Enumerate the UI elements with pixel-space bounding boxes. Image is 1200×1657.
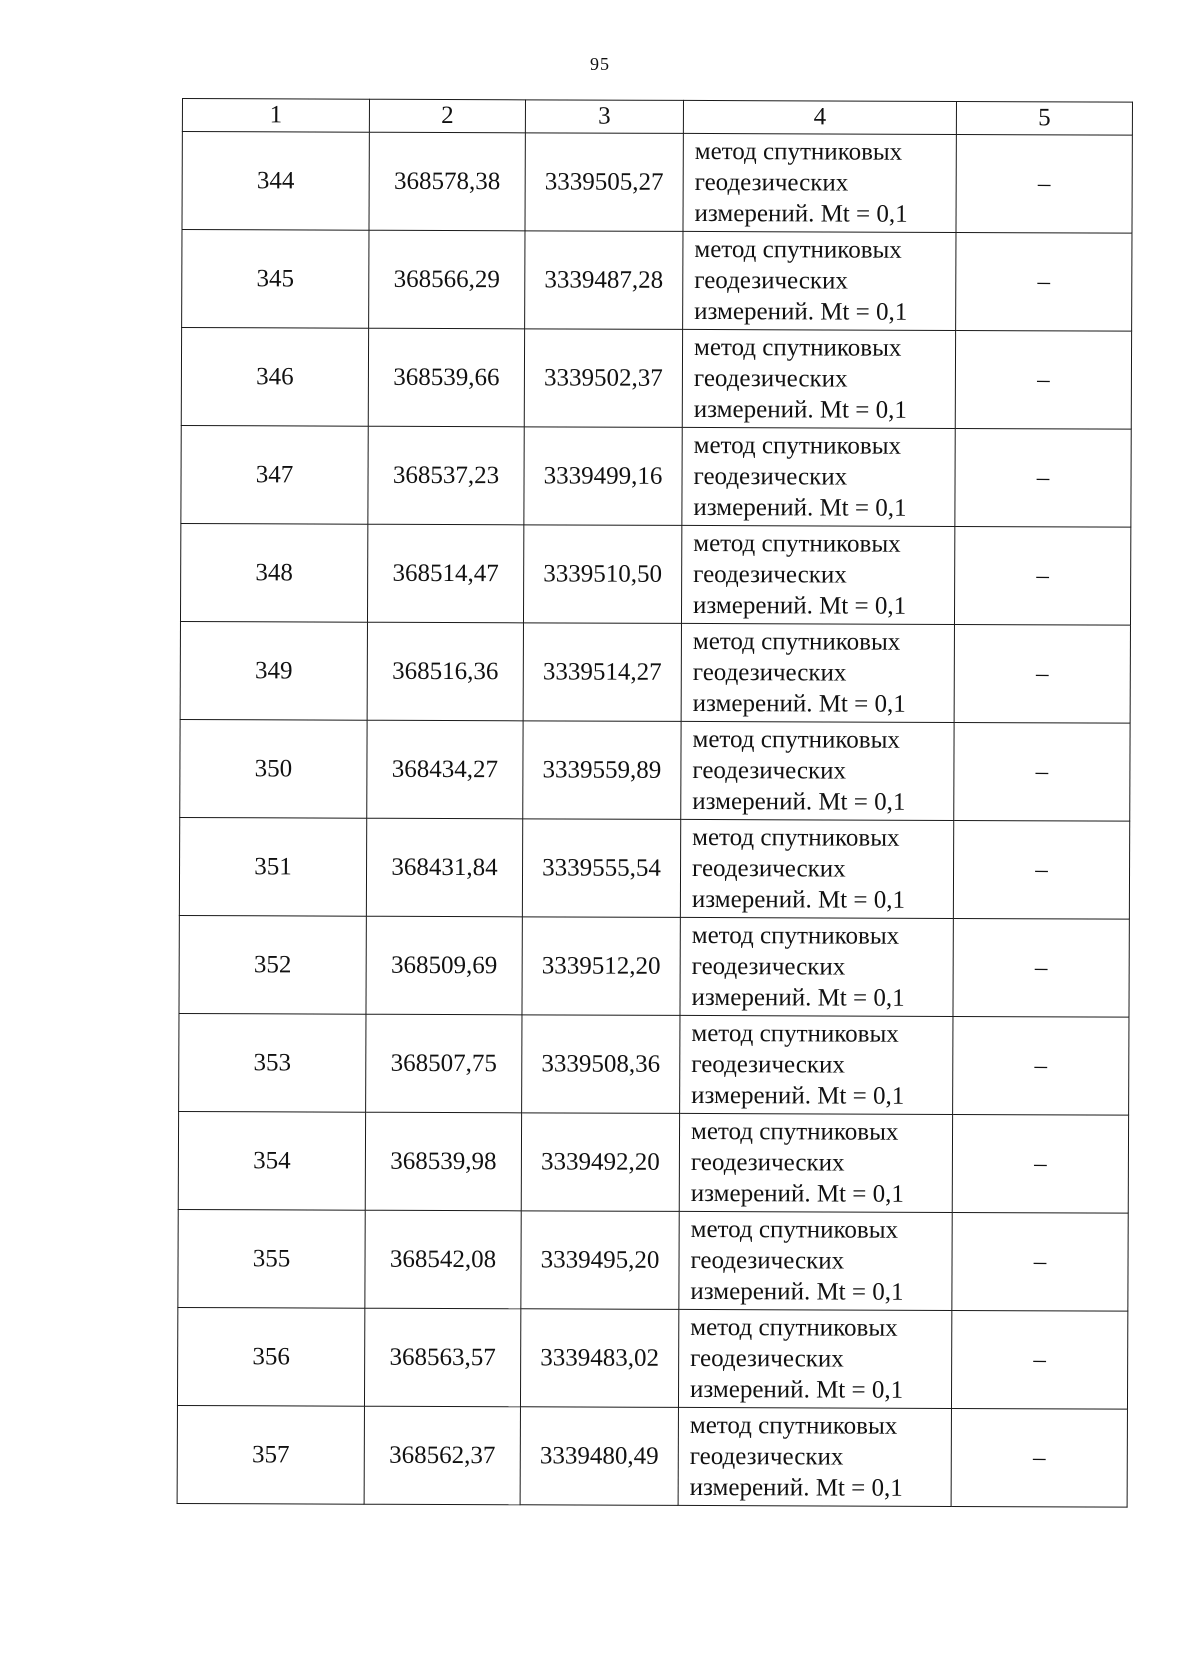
y-coordinate-cell: 3339495,20 [521,1211,679,1310]
method-text-line: метод спутниковых [692,725,900,754]
page-number: 95 [590,54,610,74]
note-cell: – [954,526,1130,625]
x-coordinate-cell: 368431,84 [366,818,522,917]
method-cell [678,1407,951,1506]
note-cell: – [952,1212,1128,1311]
method-text-line: метод спутниковых [689,1411,898,1440]
method-text-line: геодезических [690,1246,845,1275]
table-row [180,621,1130,723]
method-text-line: измерений. Mt = 0,1 [689,1375,904,1404]
point-number-cell: 357 [177,1405,364,1504]
point-number-cell: 349 [180,621,367,720]
x-coordinate-cell: 368539,98 [365,1112,521,1211]
method-text-line: метод спутниковых [690,1313,898,1342]
header-cell-3: 3 [525,100,683,134]
table-row [179,915,1129,1017]
method-text-line: измерений. Mt = 0,1 [691,1081,905,1110]
y-coordinate-cell: 3339487,28 [525,231,683,330]
method-text-line: метод спутниковых [693,529,901,558]
x-coordinate-cell: 368514,47 [367,524,523,623]
method-cell [680,917,953,1016]
method-cell [683,231,956,330]
y-coordinate-cell: 3339512,20 [522,917,680,1016]
note-cell: – [956,232,1132,331]
note-cell: – [955,330,1131,429]
point-number-cell: 344 [182,132,369,231]
table-row [179,1013,1129,1115]
note-cell: – [953,820,1129,919]
x-coordinate-cell: 368516,36 [367,622,523,721]
method-text-line: геодезических [694,266,848,295]
method-cell [680,1015,953,1114]
table-row [178,1209,1128,1311]
method-text-line: метод спутниковых [694,235,902,264]
method-text-line: измерений. Mt = 0,1 [693,591,907,620]
method-text-line: измерений. Mt = 0,1 [692,689,906,718]
y-coordinate-cell: 3339508,36 [522,1015,680,1114]
x-coordinate-cell: 368578,38 [369,132,525,231]
x-coordinate-cell: 368562,37 [364,1406,520,1505]
y-coordinate-cell: 3339480,49 [520,1407,678,1506]
coordinates-table [177,98,1133,1508]
method-cell [679,1211,952,1310]
point-number-cell: 352 [179,915,366,1014]
x-coordinate-cell: 368542,08 [365,1210,521,1309]
method-text-line: геодезических [690,1148,845,1177]
header-cell-1: 1 [182,99,369,133]
method-text-line: геодезических [693,364,848,393]
point-number-cell: 347 [181,425,368,524]
method-text-line: геодезических [691,1050,845,1079]
method-text-line: метод спутниковых [692,823,900,852]
table-row [180,719,1130,821]
method-text-line: измерений. Mt = 0,1 [693,395,907,424]
method-text-line: измерений. Mt = 0,1 [690,1179,904,1208]
method-cell [682,427,955,526]
x-coordinate-cell: 368434,27 [367,720,523,819]
y-coordinate-cell: 3339514,27 [523,623,681,722]
method-text-line: измерений. Mt = 0,1 [692,787,906,816]
method-cell [681,721,954,820]
x-coordinate-cell: 368539,66 [368,328,524,427]
x-coordinate-cell: 368509,69 [366,916,522,1015]
header-cell-2: 2 [369,99,525,133]
table-row [179,817,1129,919]
method-text-line: метод спутниковых [690,1117,899,1146]
table-row [180,523,1130,625]
method-cell [680,819,953,918]
y-coordinate-cell: 3339505,27 [525,133,683,232]
note-cell: – [956,134,1132,233]
method-text-line: метод спутниковых [690,1215,899,1244]
table-row [178,1111,1128,1213]
y-coordinate-cell: 3339499,16 [524,427,682,526]
table-row [182,230,1132,332]
header-cell-5: 5 [956,101,1132,135]
header-row [182,99,1132,136]
method-text-line: метод спутниковых [694,137,903,166]
y-coordinate-cell: 3339559,89 [523,721,681,820]
method-text-line: измерений. Mt = 0,1 [694,199,908,228]
method-cell [683,133,956,232]
method-text-line: геодезических [692,658,847,687]
method-text-line: метод спутниковых [693,431,902,460]
method-text-line: геодезических [690,1344,844,1373]
note-cell: – [954,722,1130,821]
table-row [181,328,1131,430]
method-text-line: измерений. Mt = 0,1 [693,493,907,522]
note-cell: – [954,624,1130,723]
note-cell: – [953,1016,1129,1115]
point-number-cell: 348 [180,523,367,622]
method-cell [679,1113,952,1212]
point-number-cell: 355 [178,1209,365,1308]
table-row [177,1307,1127,1409]
x-coordinate-cell: 368537,23 [368,426,524,525]
method-text-line: измерений. Mt = 0,1 [690,1277,904,1306]
y-coordinate-cell: 3339492,20 [521,1113,679,1212]
method-text-line: метод спутниковых [692,627,901,656]
table-body [177,132,1132,1508]
method-text-line: геодезических [689,1442,844,1471]
y-coordinate-cell: 3339502,37 [524,329,682,428]
note-cell: – [951,1310,1127,1409]
method-text-line: геодезических [692,756,847,785]
x-coordinate-cell: 368563,57 [364,1308,520,1407]
method-cell [681,525,954,624]
method-text-line: измерений. Mt = 0,1 [691,885,906,914]
table-row [177,1405,1127,1507]
method-cell [681,623,954,722]
y-coordinate-cell: 3339510,50 [523,525,681,624]
point-number-cell: 350 [180,719,367,818]
method-cell [678,1309,951,1408]
coordinates-table-wrapper [177,98,1133,1508]
point-number-cell: 346 [181,328,368,427]
point-number-cell: 351 [179,817,366,916]
header-cell-4: 4 [683,100,956,134]
method-text-line: геодезических [694,168,849,197]
note-cell: – [951,1408,1127,1507]
x-coordinate-cell: 368507,75 [366,1014,522,1113]
point-number-cell: 354 [178,1111,365,1210]
method-text-line: геодезических [693,560,847,589]
note-cell: – [953,918,1129,1017]
note-cell: – [955,428,1131,527]
y-coordinate-cell: 3339555,54 [522,819,680,918]
method-text-line: измерений. Mt = 0,1 [691,983,905,1012]
x-coordinate-cell: 368566,29 [369,230,525,329]
table-header [182,99,1132,136]
method-text-line: геодезических [691,952,846,981]
point-number-cell: 356 [177,1307,364,1406]
point-number-cell: 345 [182,230,369,329]
point-number-cell: 353 [179,1013,366,1112]
table-row [181,425,1131,527]
method-text-line: измерений. Mt = 0,1 [689,1473,903,1502]
note-cell: – [952,1114,1128,1213]
method-text-line: геодезических [693,462,848,491]
method-text-line: геодезических [691,854,846,883]
method-text-line: метод спутниковых [691,1019,899,1048]
method-cell [682,329,955,428]
table-row [182,132,1132,234]
y-coordinate-cell: 3339483,02 [520,1309,678,1408]
method-text-line: метод спутниковых [691,921,900,950]
method-text-line: измерений. Mt = 0,1 [694,297,908,326]
method-text-line: метод спутниковых [693,333,902,362]
